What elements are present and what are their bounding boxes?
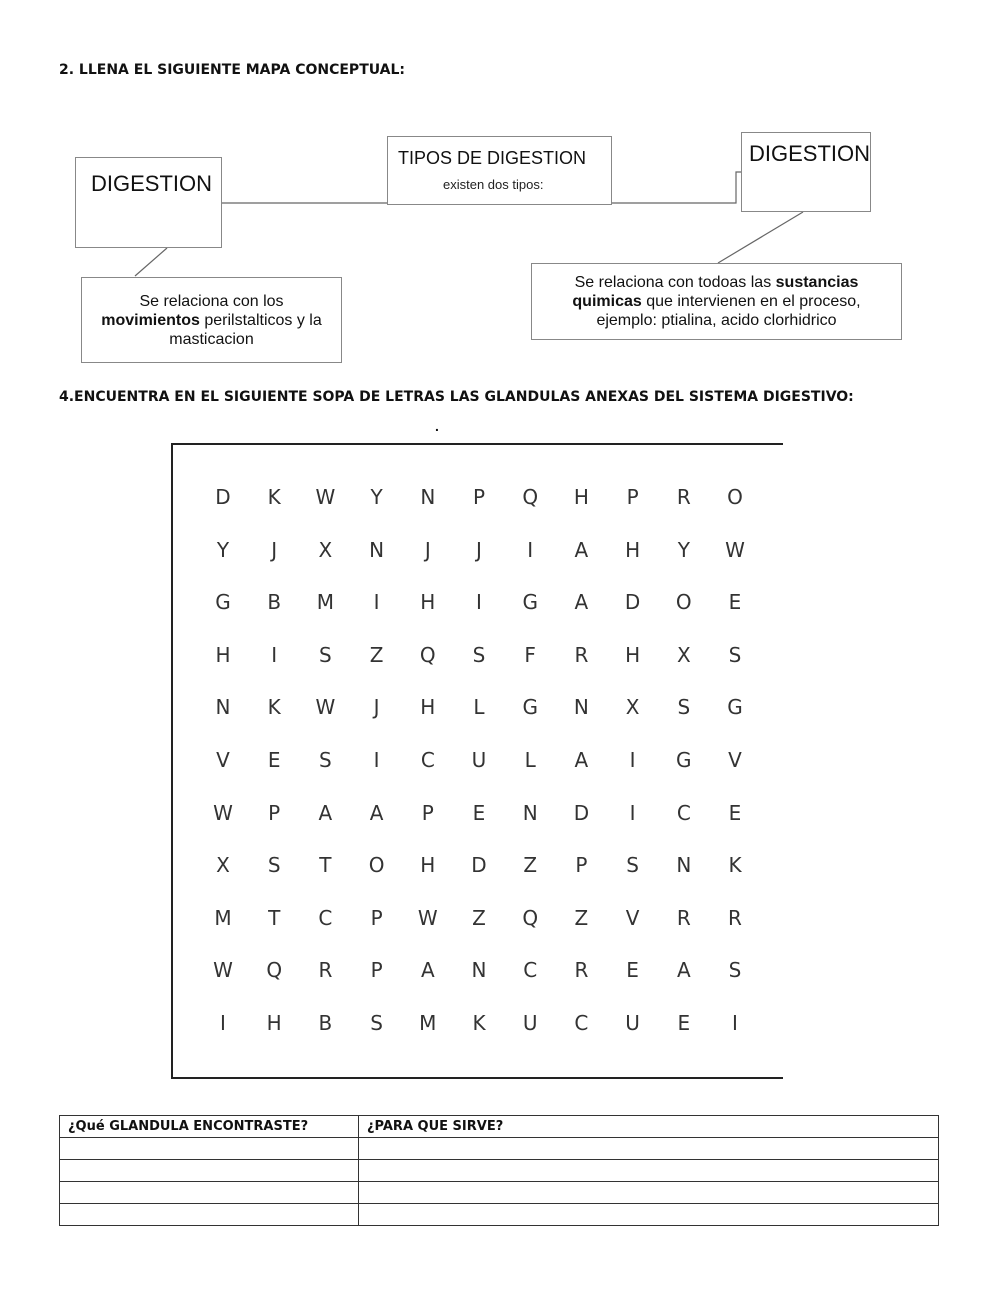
word-search-letter[interactable]: A [318, 800, 333, 825]
word-search-letter[interactable]: Q [522, 485, 539, 509]
word-search-letter[interactable]: P [575, 853, 588, 878]
grid-border-top [171, 443, 783, 445]
word-search-letter[interactable]: O [727, 485, 743, 509]
word-search-letter[interactable]: I [373, 590, 380, 615]
answer-cell-purpose[interactable] [359, 1160, 939, 1182]
word-search-letter[interactable]: P [472, 485, 486, 509]
word-search-letter[interactable]: S [267, 853, 281, 878]
word-search-letter[interactable]: N [369, 537, 385, 562]
left-description-box [81, 277, 342, 363]
word-search-letter[interactable]: R [676, 485, 691, 509]
word-search-letter[interactable]: O [368, 853, 385, 878]
right-description-box [531, 263, 902, 340]
word-search-letter[interactable]: K [728, 853, 742, 878]
word-search-letter[interactable]: W [315, 485, 336, 509]
word-search-letter[interactable]: C [676, 800, 691, 825]
word-search-letter[interactable]: X [216, 853, 230, 878]
word-search-letter[interactable]: W [315, 695, 336, 720]
answer-row [60, 1138, 939, 1160]
answer-table-body [60, 1138, 939, 1226]
word-search-letter[interactable]: Q [522, 905, 539, 930]
word-search-letter[interactable]: H [215, 642, 231, 667]
word-search-letter[interactable]: J [424, 537, 431, 562]
word-search-letter[interactable]: E [472, 800, 486, 825]
word-search-letter[interactable]: X [676, 642, 691, 667]
word-search-letter[interactable]: C [523, 958, 538, 983]
word-search-letter[interactable]: P [626, 485, 639, 509]
word-search-letter[interactable]: S [319, 748, 332, 772]
word-search-letter[interactable]: O [675, 590, 692, 615]
word-search-letter[interactable]: B [318, 1011, 333, 1035]
word-search-letter[interactable]: E [677, 1011, 691, 1035]
right-box-title: DIGESTION [749, 141, 871, 166]
word-search-letter[interactable]: Z [574, 905, 589, 930]
left-desc-part2: perilstalticos y la [204, 312, 322, 329]
word-search-grid [171, 443, 783, 1079]
word-search-letter[interactable]: H [420, 853, 436, 878]
word-search-letter[interactable]: A [420, 958, 435, 983]
grid-border-left [171, 443, 173, 1079]
word-search-letter[interactable]: Z [472, 905, 486, 930]
word-search-letter[interactable]: Q [419, 642, 436, 667]
word-search-letter[interactable]: U [471, 748, 487, 772]
word-search-letter[interactable]: S [370, 1011, 383, 1035]
right-desc-part2: que intervienen en el proceso, [646, 293, 861, 310]
word-search-letter[interactable]: G [522, 695, 538, 720]
word-search-letter[interactable]: G [215, 590, 231, 615]
left-description-text [82, 292, 341, 349]
right-desc-bold2: quimicas [572, 293, 642, 310]
connector-left-desc [135, 248, 167, 276]
word-search-letter[interactable]: S [319, 642, 332, 667]
word-search-letter[interactable]: S [728, 642, 742, 667]
word-search-letter[interactable]: H [625, 537, 641, 562]
word-search-letter[interactable]: U [522, 1011, 538, 1035]
word-search-letter[interactable]: M [419, 1011, 437, 1035]
answer-cell-gland[interactable] [60, 1204, 359, 1226]
word-search-letter[interactable]: M [316, 590, 335, 615]
word-search-letter[interactable]: D [573, 800, 590, 825]
word-search-letter[interactable]: R [574, 642, 589, 667]
word-search-letter[interactable]: M [214, 905, 232, 930]
word-search-letter[interactable]: S [677, 695, 691, 720]
word-search-letter[interactable]: T [268, 905, 281, 930]
word-search-letter[interactable]: A [574, 748, 589, 772]
right-desc-bold1: sustancias [775, 274, 859, 291]
word-search-letter[interactable]: U [625, 1011, 640, 1035]
word-search-letter[interactable]: J [271, 537, 278, 562]
left-box-title: DIGESTION [91, 171, 213, 196]
word-search-letter[interactable]: C [420, 748, 435, 772]
word-search-letter[interactable]: E [267, 748, 281, 772]
answer-row [60, 1160, 939, 1182]
word-search-letter[interactable]: S [626, 853, 639, 878]
word-search-letter[interactable]: D [215, 485, 231, 509]
word-search-letter[interactable]: X [318, 537, 333, 562]
word-search-letter[interactable]: Y [370, 485, 383, 509]
word-search-letter[interactable]: C [574, 1011, 589, 1035]
center-box-title: TIPOS DE DIGESTION [398, 148, 587, 168]
left-desc-part1: Se relaciona con los [139, 293, 284, 310]
word-search-letter[interactable]: V [728, 748, 742, 772]
word-search-letter[interactable]: S [472, 642, 486, 667]
right-digestion-box [741, 132, 871, 212]
word-search-letter[interactable]: N [471, 958, 487, 983]
right-desc-part3: ejemplo: ptialina, acido clorhidrico [596, 312, 837, 329]
word-search-letter[interactable]: W [213, 958, 233, 983]
word-search-letter[interactable]: L [524, 748, 536, 772]
right-description-text [532, 273, 901, 330]
word-search-letter[interactable]: K [267, 485, 281, 509]
answer-table [59, 1115, 939, 1226]
connector-right-desc [718, 212, 803, 263]
word-search-letter[interactable]: N [420, 485, 436, 509]
answer-cell-gland[interactable] [60, 1182, 359, 1204]
word-search-letter[interactable]: P [370, 958, 383, 983]
answer-row [60, 1182, 939, 1204]
word-search-letter[interactable]: P [268, 800, 281, 825]
word-search-letter[interactable]: K [472, 1011, 486, 1035]
word-search-letter[interactable]: I [373, 748, 380, 772]
word-search-letter[interactable]: W [417, 905, 438, 930]
header-purpose: ¿PARA QUE SIRVE? [359, 1116, 939, 1138]
word-search-letter[interactable]: K [267, 695, 281, 720]
word-search-letter[interactable]: I [476, 590, 482, 615]
word-search-letter[interactable]: I [271, 642, 278, 667]
word-search-letter[interactable]: V [216, 748, 230, 772]
left-desc-part3: masticacion [169, 331, 254, 348]
connector-center-right [612, 172, 741, 203]
word-search-letter[interactable]: H [625, 642, 641, 667]
word-search-letter[interactable]: B [267, 590, 282, 615]
word-search-letter[interactable]: I [220, 1011, 226, 1035]
word-search-letter[interactable]: R [676, 905, 691, 930]
answer-cell-purpose[interactable] [359, 1138, 939, 1160]
word-search-letter[interactable]: N [215, 695, 231, 720]
right-desc-part1: Se relaciona con todoas las [574, 274, 772, 291]
answer-cell-gland[interactable] [60, 1160, 359, 1182]
word-search-letter[interactable]: I [629, 800, 636, 825]
word-search-letter[interactable]: V [625, 905, 640, 930]
word-search-letter[interactable]: A [574, 537, 589, 562]
word-search-letter[interactable]: Q [266, 958, 283, 983]
header-gland-found: ¿Qué GLANDULA ENCONTRASTE? [60, 1116, 359, 1138]
center-types-box [387, 136, 612, 205]
word-search-letter[interactable]: Z [369, 642, 384, 667]
word-search-letter[interactable]: E [626, 958, 639, 983]
left-desc-bold: movimientos [101, 312, 200, 329]
word-search-letter[interactable]: W [725, 537, 745, 562]
word-search-letter[interactable]: W [213, 800, 233, 825]
word-search-letter[interactable]: D [471, 853, 487, 878]
word-search-letter[interactable]: H [420, 590, 436, 615]
word-search-letter[interactable]: G [727, 695, 743, 720]
grid-border-bottom [171, 1077, 783, 1079]
word-search-letter[interactable]: A [676, 958, 691, 983]
center-box-subtitle: existen dos tipos: [443, 177, 544, 192]
word-search-letter[interactable]: G [522, 590, 538, 615]
word-search-letter[interactable]: R [728, 905, 742, 930]
word-search-letter[interactable]: H [266, 1011, 282, 1035]
word-search-letter[interactable]: A [369, 800, 384, 825]
word-search-letter[interactable]: N [676, 853, 692, 878]
word-search-letter[interactable]: N [522, 800, 538, 825]
answer-table-header-row [60, 1116, 939, 1138]
word-search-letter[interactable]: N [573, 695, 589, 720]
word-search-letter[interactable]: R [574, 958, 589, 983]
answer-cell-purpose[interactable] [359, 1182, 939, 1204]
word-search-letter[interactable]: Z [523, 853, 538, 878]
answer-cell-gland[interactable] [60, 1138, 359, 1160]
word-search-letter[interactable]: R [318, 958, 333, 983]
word-search-letter[interactable]: Y [216, 537, 230, 562]
word-search-letter[interactable]: J [373, 695, 380, 720]
word-search-letter[interactable]: L [473, 695, 485, 720]
word-search-letter[interactable]: H [420, 695, 436, 720]
section-4-heading: 4.ENCUENTRA EN EL SIGUIENTE SOPA DE LETRAS LAS GLANDULAS ANEXAS DEL SISTEMA DIGESTIVO: [59, 389, 854, 405]
word-search-letter[interactable]: H [573, 485, 589, 509]
word-search-letter[interactable]: I [629, 748, 636, 772]
stray-dot: . [435, 418, 439, 434]
word-search-letter[interactable]: G [676, 748, 692, 772]
word-search-letter[interactable]: T [319, 853, 332, 878]
word-search-letter[interactable]: J [476, 537, 482, 562]
word-search-letter[interactable]: I [732, 1011, 738, 1035]
word-search-letter[interactable]: D [624, 590, 641, 615]
word-search-letter[interactable]: Y [677, 537, 690, 562]
word-search-letter[interactable]: I [527, 537, 534, 562]
word-search-letter[interactable]: C [318, 905, 333, 930]
word-search-letter[interactable]: P [370, 905, 383, 930]
word-search-letter[interactable]: F [524, 642, 536, 667]
left-digestion-box [75, 157, 222, 248]
word-search-letter[interactable]: P [421, 800, 434, 825]
answer-row [60, 1204, 939, 1226]
word-search-letter[interactable]: X [625, 695, 640, 720]
word-search-letter[interactable]: S [728, 958, 742, 983]
word-search-letter[interactable]: E [728, 590, 742, 615]
answer-cell-purpose[interactable] [359, 1204, 939, 1226]
section-2-heading: 2. LLENA EL SIGUIENTE MAPA CONCEPTUAL: [59, 62, 406, 78]
word-search-letter[interactable]: A [574, 590, 589, 615]
word-search-letter[interactable]: E [728, 800, 742, 825]
